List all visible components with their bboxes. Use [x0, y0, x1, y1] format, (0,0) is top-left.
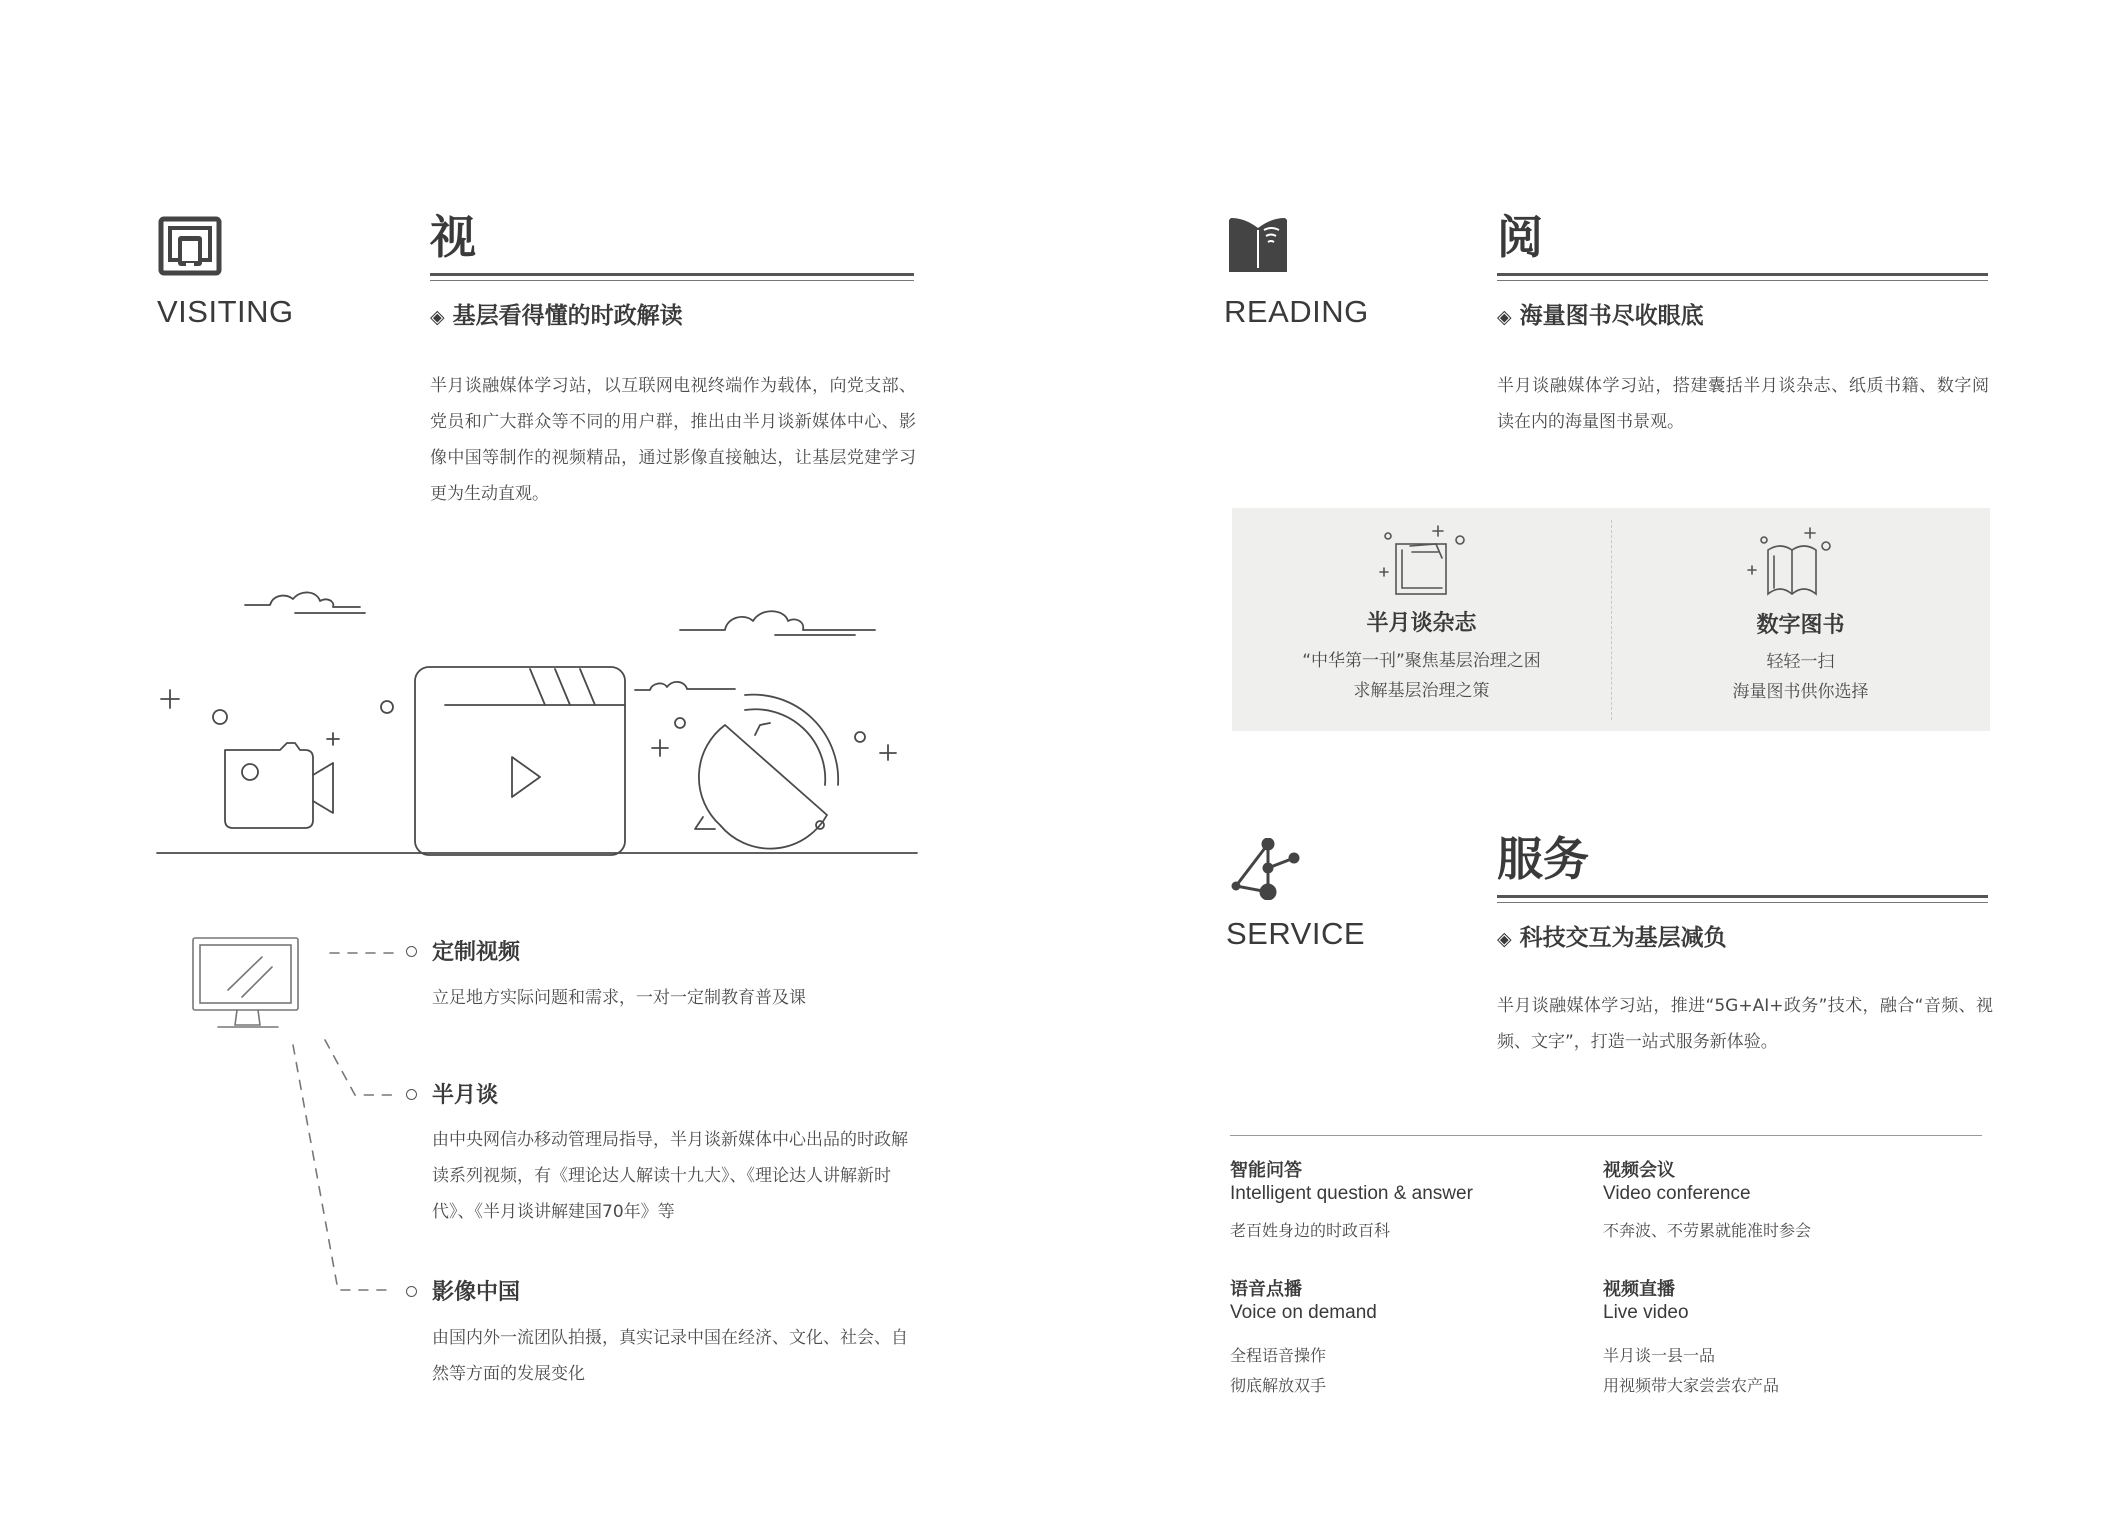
- service-item-en-qa: Intelligent question & answer: [1230, 1183, 1473, 1204]
- visiting-rule-thick: [430, 273, 914, 276]
- service-title: 服务: [1497, 832, 1589, 886]
- service-item-desc-voice: 全程语音操作 彻底解放双手: [1230, 1346, 1327, 1395]
- service-item-title-qa: 智能问答: [1230, 1160, 1302, 1181]
- service-item-desc-live-video: 半月谈一县一品 用视频带大家尝尝农产品: [1603, 1346, 1780, 1395]
- diamond-icon: ◈: [430, 306, 445, 328]
- reading-rule-thick: [1497, 273, 1988, 276]
- reading-subtitle-text: 海量图书尽收眼底: [1519, 302, 1704, 329]
- visiting-subtitle: [430, 297, 683, 330]
- reading-en-label: READING: [1224, 294, 1369, 329]
- service-item-title-video-conference: 视频会议: [1603, 1160, 1675, 1181]
- tv-icon: [158, 216, 222, 280]
- diamond-icon: ◈: [1497, 928, 1512, 950]
- service-item-en-voice: Voice on demand: [1230, 1302, 1377, 1323]
- service-item-title-voice: 语音点播: [1230, 1279, 1302, 1300]
- feature-bullet-icon: [406, 946, 417, 957]
- service-subtitle-text: 科技交互为基层减负: [1519, 924, 1727, 951]
- diamond-icon: ◈: [1497, 306, 1512, 328]
- reading-rule-thin: [1497, 280, 1988, 281]
- card-title-digital-book: 数字图书: [1756, 613, 1845, 638]
- visiting-body: 半月谈融媒体学习站，以互联网电视终端作为载体，向党支部、党员和广大群众等不同的用户群，推出由半月谈新媒体中心、影像中国等制作的视频精品，通过影像直接触达，让基层党建学习更为生动直观。: [430, 376, 916, 504]
- feature-bullet-icon: [406, 1089, 417, 1100]
- visiting-subtitle-text: 基层看得懂的时政解读: [452, 302, 683, 329]
- service-item-en-live-video: Live video: [1603, 1302, 1689, 1323]
- reading-subtitle: [1497, 297, 1704, 330]
- card-line1-magazine: “中华第一刊”聚焦基层治理之困: [1302, 651, 1541, 671]
- visiting-rule-thin: [430, 280, 914, 281]
- card-title-magazine: 半月谈杂志: [1366, 611, 1477, 636]
- digital-book-icon: [1742, 522, 1842, 606]
- feature-text-custom-video: 立足地方实际问题和需求，一对一定制教育普及课: [432, 988, 806, 1008]
- feature-bullet-icon: [406, 1286, 417, 1297]
- service-rule-thin: [1497, 902, 1988, 903]
- reading-title: 阅: [1497, 210, 1543, 264]
- service-en-label: SERVICE: [1226, 916, 1366, 951]
- service-item-en-video-conference: Video conference: [1603, 1183, 1751, 1204]
- service-body: 半月谈融媒体学习站，推进“5G+AI+政务”技术，融合“音频、视频、文字”，打造一站式服务新体验。: [1497, 996, 1993, 1052]
- visiting-en-label: VISITING: [157, 294, 294, 329]
- service-item-desc-qa: 老百姓身边的时政百科: [1230, 1221, 1391, 1240]
- card-line2-digital-book: 海量图书供你选择: [1732, 682, 1869, 702]
- feature-text-banyuetan: 由中央网信办移动管理局指导，半月谈新媒体中心出品的时政解读系列视频，有《理论达人解读十九大》、《理论达人讲解新时代》、《半月谈讲解建国70年》等: [432, 1130, 908, 1222]
- magazine-icon: [1372, 518, 1472, 602]
- service-item-title-live-video: 视频直播: [1603, 1279, 1675, 1300]
- feature-text-image-china: 由国内外一流团队拍摄，真实记录中国在经济、文化、社会、自然等方面的发展变化: [432, 1328, 908, 1384]
- feature-title-banyuetan: 半月谈: [432, 1082, 499, 1108]
- book-icon: [1227, 216, 1289, 278]
- service-item-desc-video-conference: 不奔波、不劳累就能准时参会: [1603, 1221, 1812, 1240]
- reading-body: 半月谈融媒体学习站，搭建囊括半月谈杂志、纸质书籍、数字阅读在内的海量图书景观。: [1497, 376, 1989, 432]
- service-items-divider: [1230, 1135, 1982, 1136]
- feature-title-custom-video: 定制视频: [432, 939, 521, 965]
- media-illustration: [155, 585, 920, 864]
- service-rule-thick: [1497, 895, 1988, 898]
- monitor-illustration: [190, 935, 420, 1309]
- card-line1-digital-book: 轻轻一扫: [1766, 652, 1835, 672]
- service-subtitle: [1497, 919, 1727, 952]
- feature-title-image-china: 影像中国: [432, 1279, 521, 1305]
- network-icon: [1230, 838, 1300, 904]
- reading-cards-panel: [1232, 508, 1990, 731]
- visiting-title: 视: [430, 210, 476, 264]
- card-line2-magazine: 求解基层治理之策: [1353, 681, 1490, 701]
